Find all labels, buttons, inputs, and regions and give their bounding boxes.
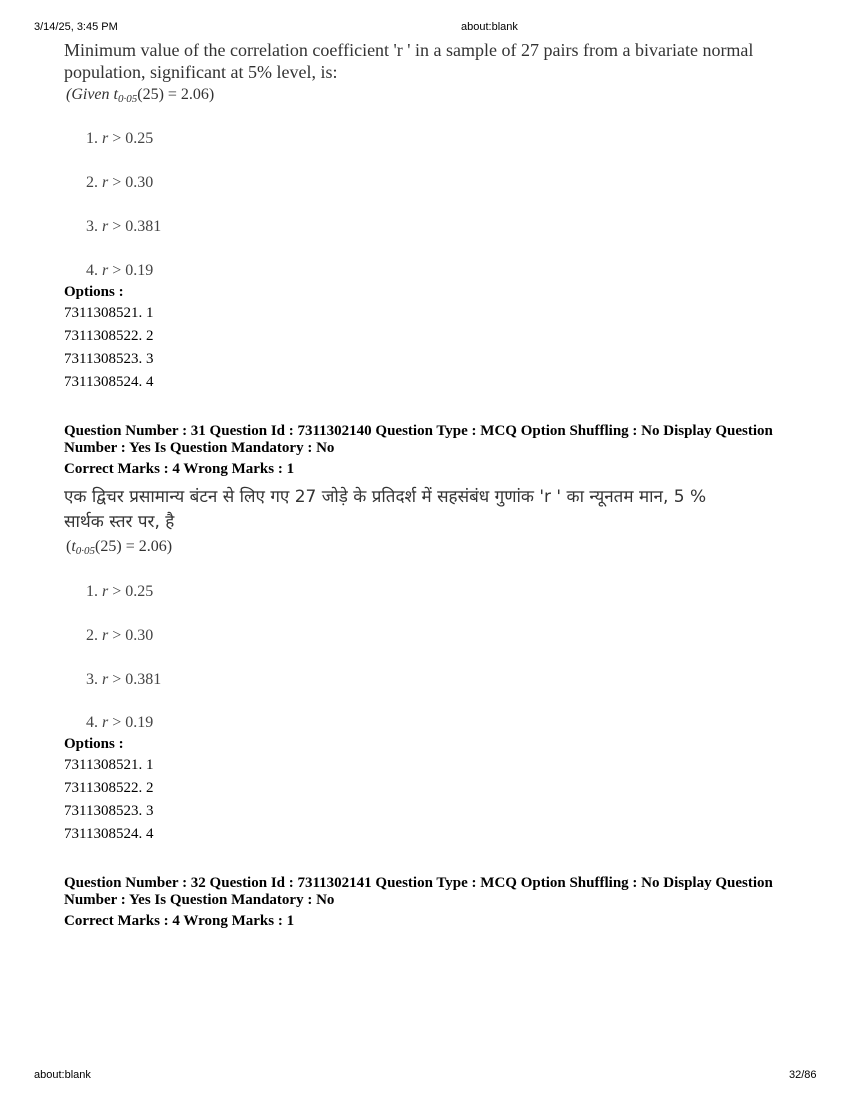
- question-31-hindi-line2: सार्थक स्तर पर, है: [64, 512, 175, 532]
- choice-number: 4.: [86, 714, 98, 731]
- print-footer-url: about:blank: [34, 1069, 91, 1081]
- choice-value: > 0.19: [112, 714, 154, 731]
- given-prefix: (: [66, 538, 72, 555]
- choice-variable: r: [102, 218, 109, 235]
- question-31-choice-3: [86, 671, 161, 689]
- choice-value: > 0.381: [112, 218, 162, 235]
- question-30-text-line2: population, significant at 5% level, is:: [64, 62, 338, 82]
- question-31-marks: Correct Marks : 4 Wrong Marks : 1: [64, 461, 295, 477]
- choice-number: 4.: [86, 262, 98, 279]
- question-31-choice-1: [86, 583, 153, 601]
- question-32-marks: Correct Marks : 4 Wrong Marks : 1: [64, 913, 295, 929]
- print-page-number: 32/86: [789, 1069, 817, 1081]
- question-31-meta-line1: Question Number : 31 Question Id : 7311302140 Question Type : MCQ Option Shuffling : No Display Question: [64, 423, 773, 439]
- question-30-text-line1: Minimum value of the correlation coefficient 'r ' in a sample of 27 pairs from a bivariate normal: [64, 40, 754, 60]
- question-30-choice-3: [86, 218, 161, 236]
- choice-value: > 0.25: [112, 130, 154, 147]
- question-30-given: [66, 86, 214, 105]
- choice-value: > 0.30: [112, 174, 154, 191]
- choice-variable: r: [102, 714, 109, 731]
- given-subscript: 0·05: [117, 93, 138, 105]
- question-31-option-2: 7311308522. 2: [64, 780, 154, 796]
- choice-number: 2.: [86, 174, 98, 191]
- choice-value: > 0.30: [112, 627, 154, 644]
- given-rest: (25) = 2.06): [137, 86, 215, 103]
- question-31-hindi-line1: एक द्विचर प्रसामान्य बंटन से लिए गए 27 जोड़े के प्रतिदर्श में सहसंबंध गुणांक 'r ' का न्यूनतम मान, 5 %: [64, 487, 707, 507]
- question-31-choice-2: [86, 627, 153, 645]
- question-30-choice-4: [86, 262, 153, 280]
- choice-variable: r: [102, 130, 109, 147]
- choice-number: 2.: [86, 627, 98, 644]
- question-30-option-2: 7311308522. 2: [64, 328, 154, 344]
- choice-value: > 0.381: [112, 671, 162, 688]
- question-30-choice-2: [86, 174, 153, 192]
- choice-variable: r: [102, 671, 109, 688]
- choice-number: 1.: [86, 583, 98, 600]
- print-page-title: about:blank: [461, 21, 518, 33]
- question-31-given: [66, 538, 172, 557]
- choice-number: 3.: [86, 671, 98, 688]
- choice-variable: r: [102, 174, 109, 191]
- question-31-option-4: 7311308524. 4: [64, 826, 154, 842]
- question-32-meta-line2: Number : Yes Is Question Mandatory : No: [64, 892, 335, 908]
- question-30-option-4: 7311308524. 4: [64, 374, 154, 390]
- question-30-choice-1: [86, 130, 153, 148]
- question-31-choice-4: [86, 714, 153, 732]
- question-30-options-label: Options :: [64, 284, 124, 300]
- print-timestamp: 3/14/25, 3:45 PM: [34, 21, 118, 33]
- choice-value: > 0.25: [112, 583, 154, 600]
- question-31-option-3: 7311308523. 3: [64, 803, 154, 819]
- choice-number: 1.: [86, 130, 98, 147]
- question-31-options-label: Options :: [64, 736, 124, 752]
- given-t: t: [71, 538, 76, 555]
- question-30-option-1: 7311308521. 1: [64, 305, 154, 321]
- choice-variable: r: [102, 262, 109, 279]
- question-30-option-3: 7311308523. 3: [64, 351, 154, 367]
- choice-number: 3.: [86, 218, 98, 235]
- choice-value: > 0.19: [112, 262, 154, 279]
- given-subscript: 0·05: [75, 545, 96, 557]
- given-rest: (25) = 2.06): [95, 538, 173, 555]
- question-31-meta-line2: Number : Yes Is Question Mandatory : No: [64, 440, 335, 456]
- given-t: t: [113, 86, 118, 103]
- question-31-option-1: 7311308521. 1: [64, 757, 154, 773]
- given-prefix: (Given: [66, 86, 114, 103]
- question-32-meta-line1: Question Number : 32 Question Id : 7311302141 Question Type : MCQ Option Shuffling : No Display Question: [64, 875, 773, 891]
- choice-variable: r: [102, 627, 109, 644]
- choice-variable: r: [102, 583, 109, 600]
